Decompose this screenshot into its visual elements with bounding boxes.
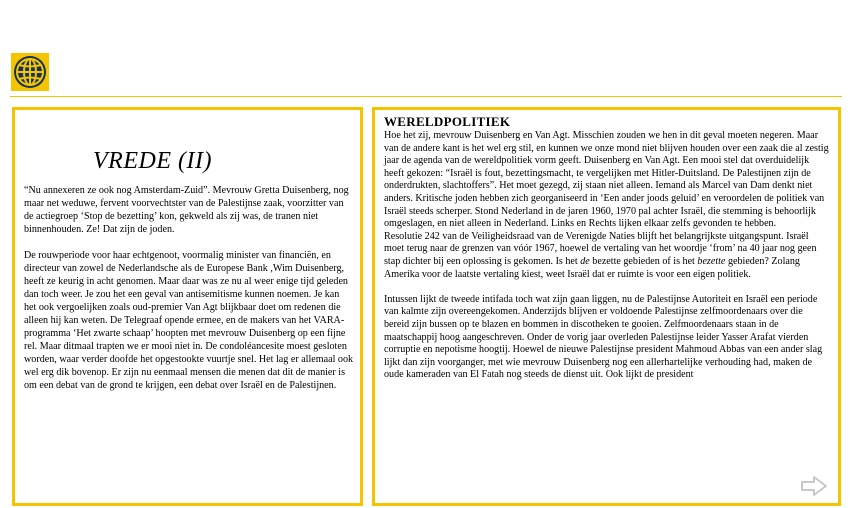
right-article-body: [384, 130, 830, 382]
article-title: VREDE (II): [93, 148, 212, 174]
right-paragraph: Hoe het zij, mevrouw Duisenberg en Van Agt. Misschien zouden we hen in dit geval moeten negeren. Maar van de andere kant is het wel erg stil, en kunnen we onze mond niet blijven houden over een zaak die al zestig jaar de agenda van de wereldpolitiek vorm geeft. Duisenberg en Van Agt. Een mooi stel dat overduidelijk heeft gekozen: “Israël is fout, bezettingsmacht, te vergelijken met Hitler-Duitsland. De Palestijnen zijn de onderdrukten, slachtoffers”. Het moet gezegd, zij staan niet alleen. Iemand als Marcel van Dam denkt niet anders. Kritische joden hebben zich georganiseerd in ‘Een ander joods geluid’ en veroordelen de politiek van Israël steeds scherper. Stond Nederland in de jaren 1960, 1970 pal achter Israël, die stemming is behoorlijk omgeslagen, en niet alleen in Nederland. Links en Rechts lijken elkaar zelfs gevonden te hebben.: [384, 130, 829, 230]
text-run: Resolutie 242 van de Veiligheidsraad van de Verenigde Naties blijft het belangrijkste uitgangspunt. Israël moet terug naar de grenzen van vóór 1967, hoewel de vertaling van het woordje ‘from’ na 40 jaar nog geen stap dichter bij een oplossing is gekomen. Is het: [384, 230, 817, 267]
text-run: gebieden? Zolang Amerika voor de laatste vertaling kiest, weet Israël dat er ruimte is voor een eigen politiek.: [384, 255, 800, 280]
section-title: WERELDPOLITIEK: [384, 114, 511, 129]
globe-icon: [11, 53, 49, 91]
left-panel: [12, 107, 363, 506]
left-article-body: [24, 184, 354, 405]
header-divider: [10, 96, 842, 97]
left-paragraph: “Nu annexeren ze ook nog Amsterdam-Zuid”. Mevrouw Gretta Duisenberg, nog maar net weduwe, fervent voorvechtster van de Palestijnse zaak, voorzitter van de actiegroep ‘Stop de bezetting’ kon, gekweld als zij was, de tranen niet binnenhouden. Ze! Dat zijn de joden.: [24, 185, 349, 236]
text-run: bezette gebieden of is het: [589, 255, 698, 267]
next-arrow-icon[interactable]: [800, 475, 828, 497]
left-paragraph: De rouwperiode voor haar echtgenoot, voormalig minister van financiën, en directeur van zowel de Nederlandsche als de Europese Bank ,Wim Duisenberg, heeft ze keurig in acht genomen. Maar daar was ze nu al weer enige tijd geleden dan toch weer. Je zou het een geval van antisemitisme kunnen noemen. Je kan het ook vergoelijken zoals oud-premier Van Agt blijkbaar doet om redenen die alleen hij kan weten. De Telegraaf opende ermee, en de makers van het VARA-programma ‘Het zwarte schaap’ hoopten met mevrouw Duisenberg op een fijne rel. Maar ditmaal trapten we er mooi niet in. De condoléancesite moest gesloten worden, waar verder doofde het opgestookte vuurtje snel. Het lag er allemaal ook wel erg dik bovenop. Er zijn nu eenmaal mensen die menen dat dit de manier is om een debat van de grond te krijgen, een debat over Israël en de Palestijnen.: [24, 249, 354, 392]
right-paragraph: [384, 231, 830, 281]
right-panel: [372, 107, 841, 506]
right-paragraph: Intussen lijkt de tweede intifada toch wat zijn gaan liggen, nu de Palestijnse Autoriteit en Israël een periode van kalmte zijn overeengekomen. Anderzijds blijven er voldoende Palestijnse zelfmoordenaars over die bereid zijn bussen op te blazen en bommen in discotheken te gooien. Zelfmoordenaars staan in de maatschappij hoog aangeschreven. Onder de vorig jaar overleden Palestijnse leider Yasser Arafat vierden corruptie en nepotisme hoogtij. Hoewel de nieuwe Palestijnse president Mahmoud Abbas van een ander slag lijkt dan zijn voorganger, met wie mevrouw Duisenberg nog een allerhartelijke verhouding had, maken de oude kameraden van El Fatah nog steeds de dienst uit. Ook lijkt de president: [384, 293, 823, 381]
emphasis: bezette: [697, 255, 726, 267]
emphasis: de: [580, 255, 590, 267]
